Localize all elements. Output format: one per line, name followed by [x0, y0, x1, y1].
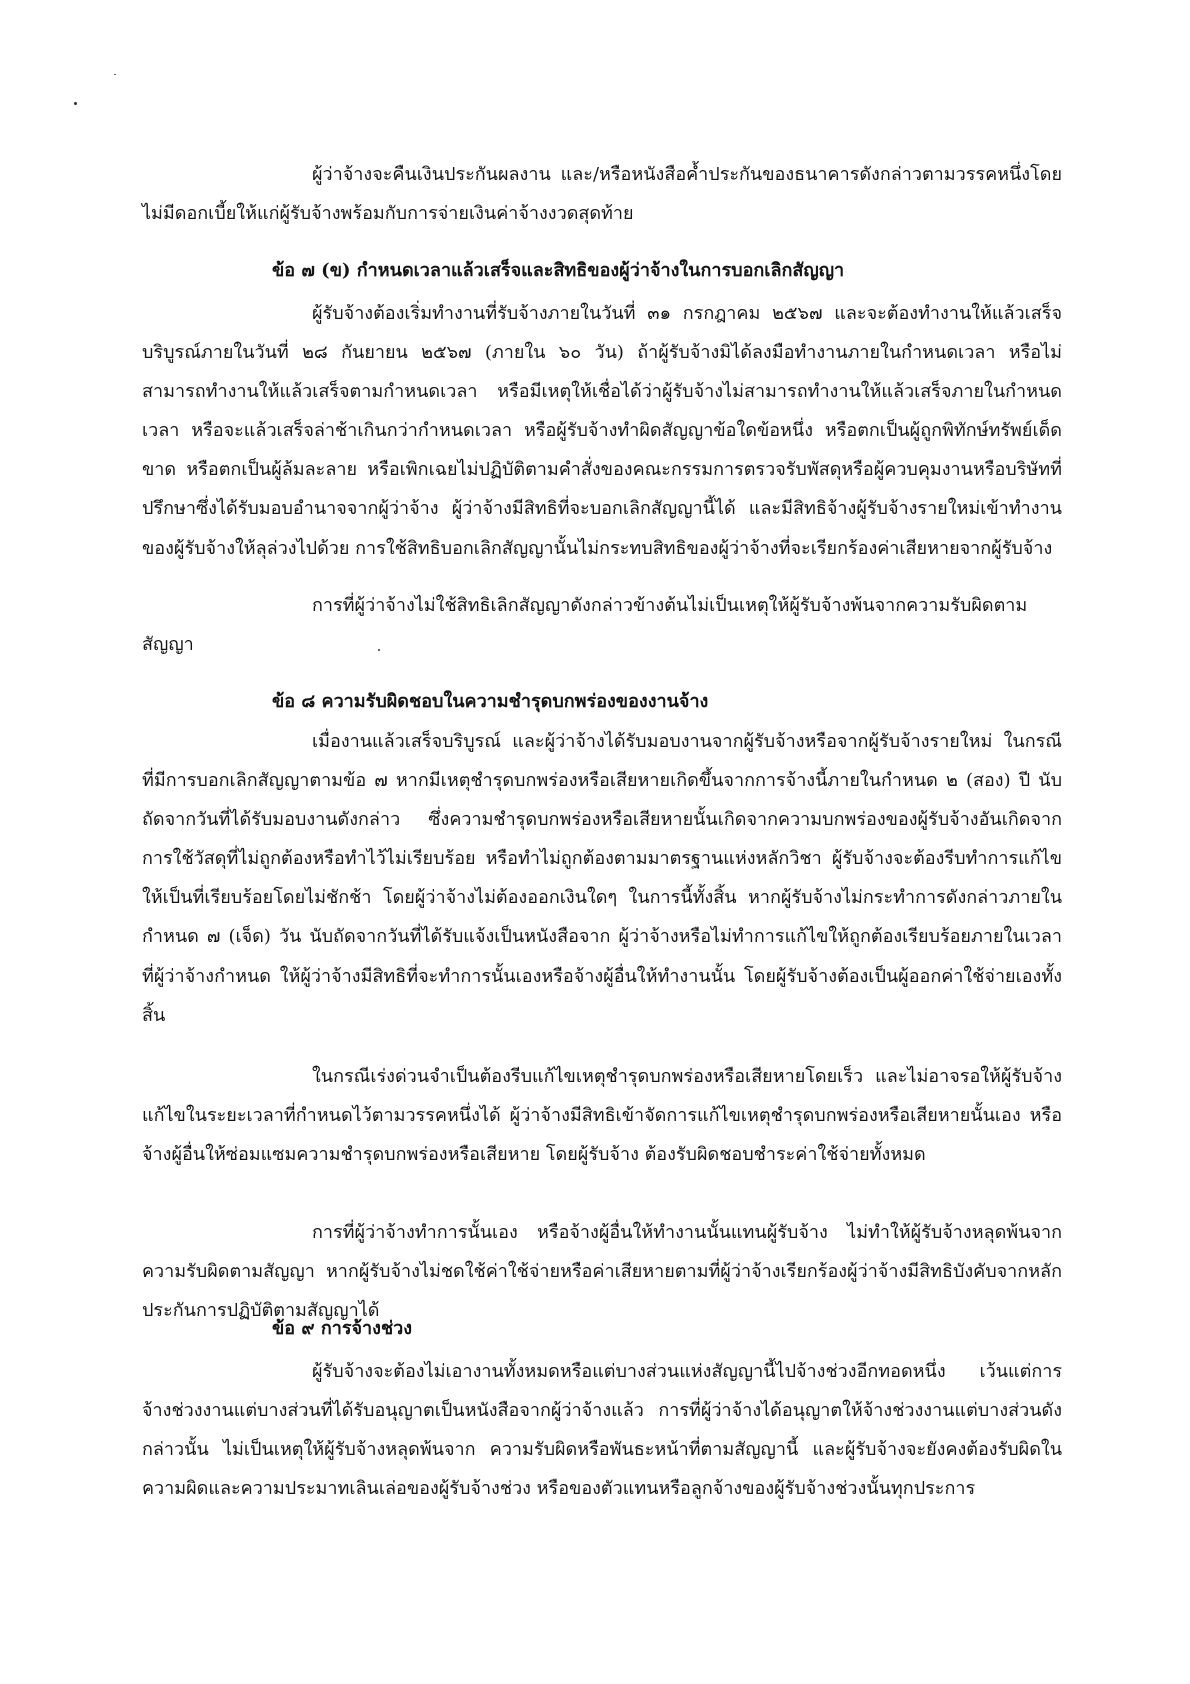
section-8-paragraph-3: การที่ผู้ว่าจ้างทำการนั้นเอง หรือจ้างผู้อื่นให้ทำงานนั้นแทนผู้รับจ้าง ไม่ทำให้ผู้รับจ้างหลุดพ้นจากความรับผิดตามสัญญา หากผู้รับจ้างไม่ชดใช้ค่าใช้จ่ายหรือค่าเสียหายตามที่ผู้ว่าจ้างเรียกร้องผู้ว่าจ้างมีสิทธิบังคับจากหลักประกันการปฏิบัติตามสัญญาได้: [142, 1222, 1062, 1322]
section-7-paragraph-1: ผู้รับจ้างต้องเริ่มทำงานที่รับจ้างภายในวันที่ ๓๑ กรกฎาคม ๒๕๖๗ และจะต้องทำงานให้แล้วเสร็จบริบูรณ์ภายในวันที่ ๒๘ กันยายน ๒๕๖๗ (ภายใน ๖๐ วัน) ถ้าผู้รับจ้างมิได้ลงมือทำงานภายในกำหนดเวลา หรือไม่สามารถทำงานให้แล้วเสร็จตามกำหนดเวลา หรือมีเหตุให้เชื่อได้ว่าผู้รับจ้างไม่สามารถทำงานให้แล้วเสร็จภายในกำหนดเวลา หรือจะแล้วเสร็จล่าช้าเกินกว่ากำหนดเวลา หรือผู้รับจ้างทำผิดสัญญาข้อใดข้อหนึ่ง หรือตกเป็นผู้ถูกพิทักษ์ทรัพย์เด็ดขาด หรือตกเป็นผู้ล้มละลาย หรือเพิกเฉยไม่ปฏิบัติตามคำสั่งของคณะกรรมการตรวจรับพัสดุหรือผู้ควบคุมงานหรือบริษัทที่ปรึกษาซึ่งได้รับมอบอำนาจจากผู้ว่าจ้าง ผู้ว่าจ้างมีสิทธิที่จะบอกเลิกสัญญานี้ได้ และมีสิทธิจ้างผู้รับจ้างรายใหม่เข้าทำงานของผู้รับจ้างให้ลุล่วงไปด้วย การใช้สิทธิบอกเลิกสัญญานั้นไม่กระทบสิทธิของผู้ว่าจ้างที่จะเรียกร้องค่าเสียหายจากผู้รับจ้าง: [142, 303, 1062, 559]
intro-paragraph: ผู้ว่าจ้างจะคืนเงินประกันผลงาน และ/หรือหนังสือค้ำประกันของธนาคารดังกล่าวตามวรรคหนึ่งโดยไม่มีดอกเบี้ยให้แก่ผู้รับจ้างพร้อมกับการจ่ายเงินค่าจ้างงวดสุดท้าย: [142, 164, 1062, 225]
section-9-paragraph-1: ผู้รับจ้างจะต้องไม่เอางานทั้งหมดหรือแต่บางส่วนแห่งสัญญานี้ไปจ้างช่วงอีกทอดหนึ่ง เว้นแต่การจ้างช่วงงานแต่บางส่วนที่ได้รับอนุญาตเป็นหนังสือจากผู้ว่าจ้างแล้ว การที่ผู้ว่าจ้างได้อนุญาตให้จ้างช่วงงานแต่บางส่วนดังกล่าวนั้น ไม่เป็นเหตุให้ผู้รับจ้างหลุดพ้นจาก ความรับผิดหรือพันธะหน้าที่ตามสัญญานี้ และผู้รับจ้างจะยังคงต้องรับผิดในความผิดและความประมาทเลินเล่อของผู้รับจ้างช่วง หรือของตัวแทนหรือลูกจ้างของผู้รับจ้างช่วงนั้นทุกประการ: [142, 1361, 1062, 1500]
scan-speck: [114, 74, 116, 75]
section-9-heading: ข้อ ๙ การจ้างช่วง: [272, 1318, 413, 1339]
scan-speck: [74, 102, 77, 105]
section-8-heading: ข้อ ๘ ความรับผิดชอบในความชำรุดบกพร่องของงานจ้าง: [272, 691, 709, 712]
section-8-paragraph-1: เมื่องานแล้วเสร็จบริบูรณ์ และผู้ว่าจ้างได้รับมอบงานจากผู้รับจ้างหรือจากผู้รับจ้างรายใหม่ ในกรณีที่มีการบอกเลิกสัญญาตามข้อ ๗ หากมีเหตุชำรุดบกพร่องหรือเสียหายเกิดขึ้นจากการจ้างนี้ภายในกำหนด ๒ (สอง) ปี นับถัดจากวันที่ได้รับมอบงานดังกล่าว ซึ่งความชำรุดบกพร่องหรือเสียหายนั้นเกิดจากความบกพร่องของผู้รับจ้างอันเกิดจากการใช้วัสดุที่ไม่ถูกต้องหรือทำไว้ไม่เรียบร้อย หรือทำไม่ถูกต้องตามมาตรฐานแห่งหลักวิชา ผู้รับจ้างจะต้องรีบทำการแก้ไข ให้เป็นที่เรียบร้อยโดยไม่ชักช้า โดยผู้ว่าจ้างไม่ต้องออกเงินใดๆ ในการนี้ทั้งสิ้น หากผู้รับจ้างไม่กระทำการดังกล่าวภายในกำหนด ๗ (เจ็ด) วัน นับถัดจากวันที่ได้รับแจ้งเป็นหนังสือจาก ผู้ว่าจ้างหรือไม่ทำการแก้ไขให้ถูกต้องเรียบร้อยภายในเวลาที่ผู้ว่าจ้างกำหนด ให้ผู้ว่าจ้างมีสิทธิที่จะทำการนั้นเองหรือจ้างผู้อื่นให้ทำงานนั้น โดยผู้รับจ้างต้องเป็นผู้ออกค่าใช้จ่ายเองทั้งสิ้น: [142, 731, 1062, 1026]
section-7-heading: ข้อ ๗ (ข) กำหนดเวลาแล้วเสร็จและสิทธิของผู้ว่าจ้างในการบอกเลิกสัญญา: [272, 260, 845, 281]
section-8-paragraph-2: ในกรณีเร่งด่วนจำเป็นต้องรีบแก้ไขเหตุชำรุดบกพร่องหรือเสียหายโดยเร็ว และไม่อาจรอให้ผู้รับจ้างแก้ไขในระยะเวลาที่กำหนดไว้ตามวรรคหนึ่งได้ ผู้ว่าจ้างมีสิทธิเข้าจัดการแก้ไขเหตุชำรุดบกพร่องหรือเสียหายนั้นเอง หรือจ้างผู้อื่นให้ซ่อมแซมความชำรุดบกพร่องหรือเสียหาย โดยผู้รับจ้าง ต้องรับผิดชอบชำระค่าใช้จ่ายทั้งหมด: [142, 1066, 1062, 1166]
section-7-paragraph-2: การที่ผู้ว่าจ้างไม่ใช้สิทธิเลิกสัญญาดังกล่าวข้างต้นไม่เป็นเหตุให้ผู้รับจ้างพ้นจากความรับผิดตามสัญญา: [142, 595, 1028, 656]
